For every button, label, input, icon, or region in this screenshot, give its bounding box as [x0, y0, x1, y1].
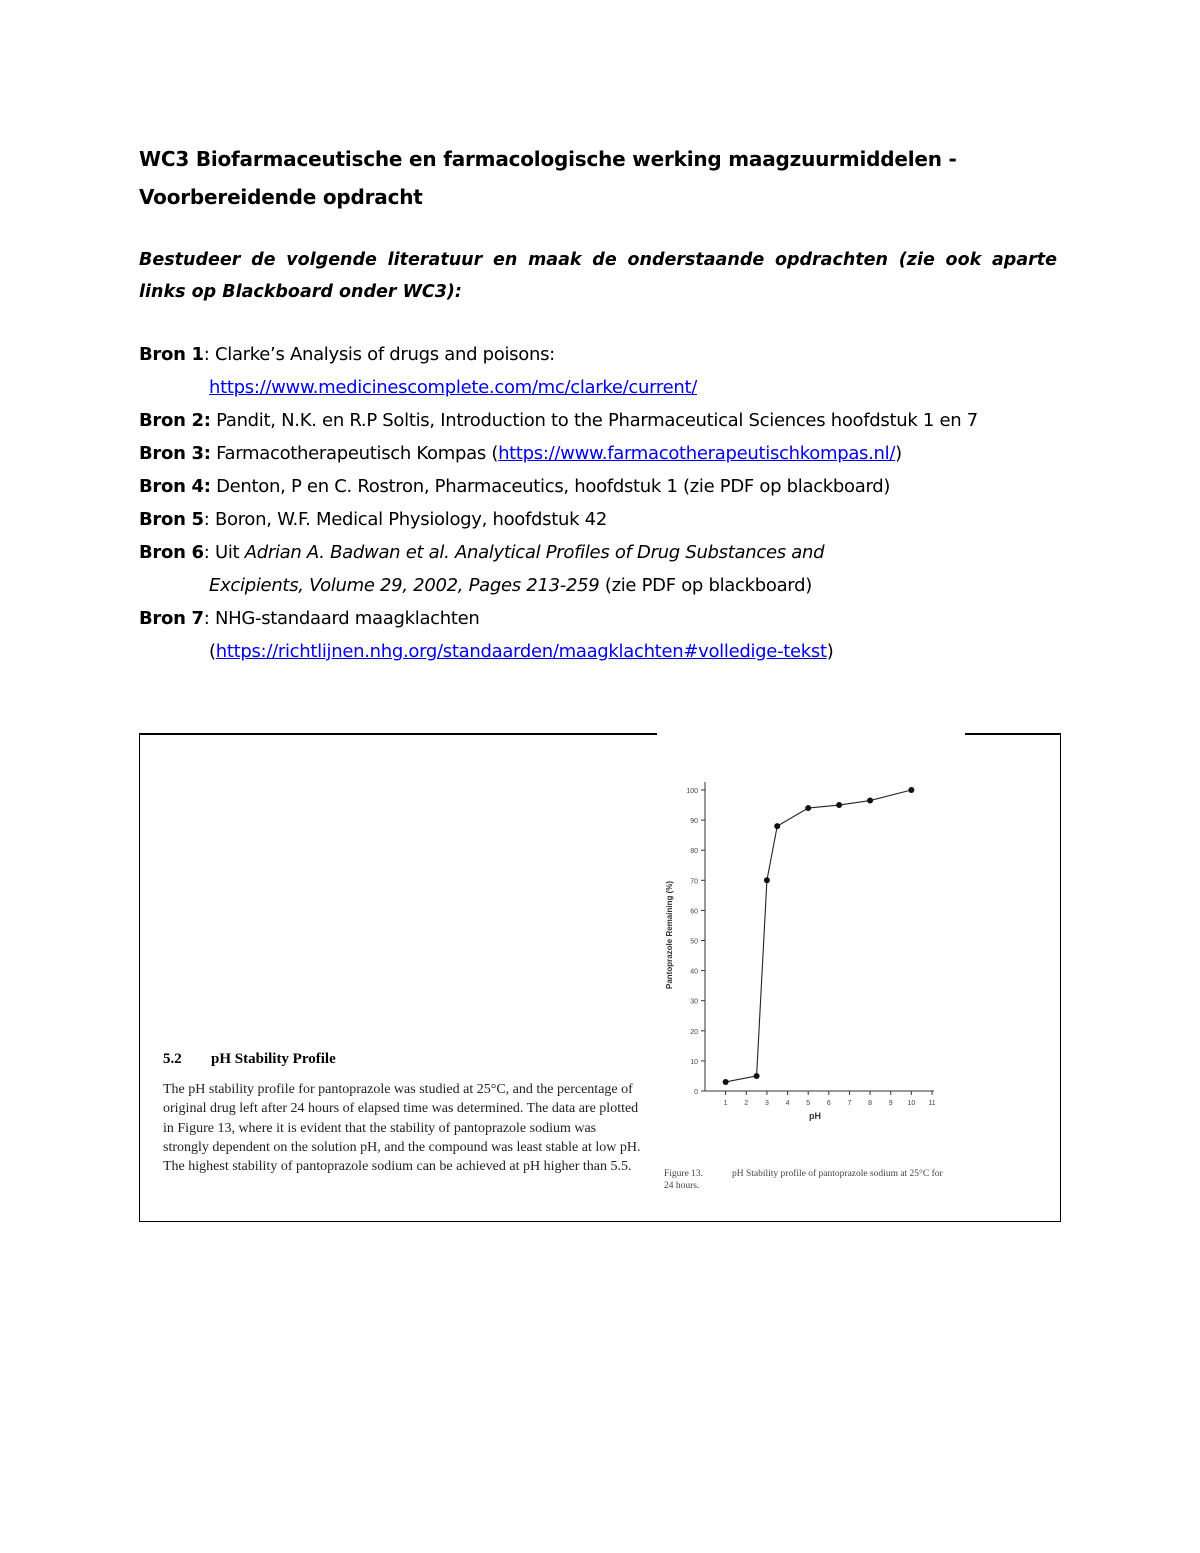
source-list: [139, 338, 1079, 668]
chart-y-tick-label: 70: [690, 878, 698, 886]
chart-x-tick-label: 3: [764, 1100, 769, 1107]
source-text: Denton, P en C. Rostron, Pharmaceutics, hoofdstuk 1 (zie PDF op blackboard): [210, 476, 891, 497]
chart-x-ticks: [724, 1091, 936, 1107]
source-item-6-continued: [139, 569, 1079, 602]
chart-x-tick-label: 4: [785, 1100, 790, 1107]
chart-y-tick-label: 0: [694, 1089, 698, 1096]
source-link[interactable]: https://richtlijnen.nhg.org/standaarden/maagklachten#volledige-tekst: [215, 641, 827, 662]
chart-x-tick-label: 1: [723, 1100, 728, 1107]
figure-frame-top-rule: [965, 733, 1061, 735]
ph-stability-chart: [650, 770, 950, 1130]
chart-x-tick-label: 6: [826, 1100, 831, 1107]
chart-data-point: [908, 787, 914, 793]
source-text: Farmacotherapeutisch Kompas (: [210, 443, 499, 464]
paren-open: (: [209, 641, 216, 662]
source-text: : Uit: [203, 542, 245, 563]
chart-x-tick-label: 2: [744, 1100, 749, 1107]
chart-x-tick-label: 7: [847, 1100, 852, 1107]
chart-y-tick-label: 30: [690, 998, 698, 1006]
chart-y-tick-label: 20: [690, 1028, 698, 1036]
chart-x-axis-label: pH: [809, 1111, 821, 1121]
source-separator: :: [203, 344, 210, 365]
chart-x-tick-label: 9: [888, 1100, 893, 1107]
source-text: Clarke’s Analysis of drugs and poisons:: [209, 344, 555, 365]
source-label: Bron 7: [139, 608, 204, 629]
section-heading: [163, 1051, 336, 1068]
source-citation-italic: Excipients, Volume 29, 2002, Pages 213-259: [209, 575, 600, 596]
chart-x-tick-label: 8: [868, 1100, 873, 1107]
chart-data-point: [723, 1079, 729, 1085]
chart-data-point: [764, 877, 770, 883]
source-label: Bron 6: [139, 542, 204, 563]
chart-x-tick-label: 11: [928, 1100, 936, 1107]
chart-data-point: [805, 805, 811, 811]
instruction-text: Bestudeer de volgende literatuur en maak de onderstaande opdrachten (zie ook aparte links op Blackboard onder WC3):: [139, 250, 1057, 302]
source-label: Bron 4:: [139, 476, 211, 497]
figure-caption-text: pH Stability profile of pantoprazole sodium at 25°C for 24 hours.: [664, 1169, 943, 1191]
source-item-7: [139, 602, 1079, 635]
paren-close: ): [826, 641, 834, 662]
source-link[interactable]: https://www.farmacotherapeutischkompas.nl/: [498, 443, 896, 464]
section-title: pH Stability Profile: [211, 1051, 336, 1067]
source-text: : NHG-standaard maagklachten: [203, 608, 480, 629]
chart-y-tick-label: 80: [690, 848, 698, 856]
source-text: Pandit, N.K. en R.P Soltis, Introduction to the Pharmaceutical Sciences hoofdstuk 1 en 7: [210, 410, 978, 431]
source-item-4: [139, 470, 1079, 503]
chart-y-tick-label: 10: [690, 1058, 698, 1066]
page-title: WC3 Biofarmaceutische en farmacologische werking maagzuurmiddelen - Voorbereidende opdracht: [139, 147, 957, 209]
chart-y-tick-label: 100: [686, 788, 698, 795]
section-body: The pH stability profile for pantoprazole was studied at 25°C, and the percentage of original drug left after 24 hours of elapsed time was determined. The data are plotted in Figure 13, where it is evident that the stability of pantoprazole sodium was strongly dependent on the solution pH, and the compound was least stable at low pH. The highest stability of pantoprazole sodium can be achieved at pH higher than 5.5.: [163, 1082, 641, 1175]
source-item-5: [139, 503, 1079, 536]
source-label: Bron 5: [139, 509, 204, 530]
figure-caption-label: Figure 13.: [664, 1169, 704, 1179]
source-label: Bron 1: [139, 344, 204, 365]
source-citation-italic: Adrian A. Badwan et al. Analytical Profiles of Drug Substances and: [244, 542, 825, 563]
figure-caption: [664, 1168, 954, 1192]
chart-data-point: [836, 802, 842, 808]
chart-data-point: [774, 823, 780, 829]
section-number: 5.2: [163, 1051, 182, 1067]
source-label: Bron 3:: [139, 443, 211, 464]
source-item-1: [139, 338, 1079, 371]
source-text-after: ): [895, 443, 902, 464]
chart-series-line: [726, 790, 912, 1082]
chart-y-tick-label: 90: [690, 818, 698, 826]
source-link[interactable]: https://www.medicinescomplete.com/mc/clarke/current/: [209, 377, 697, 398]
chart-x-tick-label: 5: [806, 1100, 811, 1107]
chart-x-tick-label: 10: [907, 1100, 916, 1107]
chart-y-tick-label: 50: [690, 938, 698, 946]
chart-y-tick-label: 60: [690, 908, 698, 916]
figure-frame-top-rule: [139, 733, 657, 735]
source-text: : Boron, W.F. Medical Physiology, hoofdstuk 42: [203, 509, 607, 530]
source-item-2: [139, 404, 1079, 437]
source-item-7-link-line: [139, 635, 1079, 668]
source-item-1-link-line: [139, 371, 1079, 404]
source-item-6: [139, 536, 1079, 569]
chart-data-point: [754, 1073, 760, 1079]
source-item-3: [139, 437, 1079, 470]
chart-y-tick-label: 40: [690, 968, 698, 976]
source-text-after: (zie PDF op blackboard): [599, 575, 812, 596]
chart-data-point: [867, 798, 873, 804]
source-label: Bron 2:: [139, 410, 211, 431]
chart-y-axis-label: Pantoprazole Remaining (%): [665, 880, 674, 990]
chart-series: [723, 787, 915, 1085]
chart-y-ticks: [686, 788, 705, 1096]
chart-axes: [705, 782, 934, 1091]
